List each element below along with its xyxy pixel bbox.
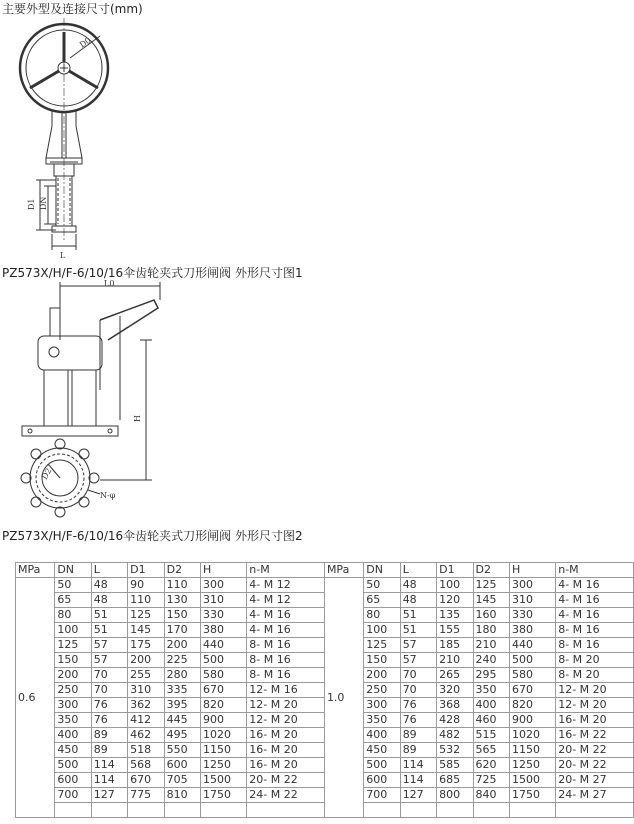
table-cell: 100 xyxy=(364,623,400,638)
table-cell: 310 xyxy=(201,593,247,608)
table-cell: 440 xyxy=(201,638,247,653)
table-cell: 51 xyxy=(400,623,436,638)
table-cell: 145 xyxy=(473,593,509,608)
table-cell: 8- M 16 xyxy=(247,668,325,683)
table-cell: 300 xyxy=(509,578,555,593)
table-cell: 700 xyxy=(55,788,91,803)
table-cell: 900 xyxy=(201,713,247,728)
table-cell: 89 xyxy=(91,728,127,743)
table-cell: 12- M 20 xyxy=(247,698,325,713)
table-cell: 440 xyxy=(509,638,555,653)
column-header: D2 xyxy=(473,563,509,578)
label-n-phi: N-φ xyxy=(100,491,116,500)
table-cell: 89 xyxy=(400,743,436,758)
label-l0: L0 xyxy=(104,280,115,288)
table-cell: 89 xyxy=(400,728,436,743)
table-cell: 50 xyxy=(55,578,91,593)
column-header: D1 xyxy=(128,563,164,578)
label-dn: DN xyxy=(39,196,48,210)
column-header: MPa xyxy=(16,563,55,578)
table-cell: 330 xyxy=(201,608,247,623)
table-cell: 150 xyxy=(364,653,400,668)
table-cell: 380 xyxy=(201,623,247,638)
table-cell: 4- M 12 xyxy=(247,593,325,608)
table-cell: 16- M 20 xyxy=(247,743,325,758)
table-cell: 900 xyxy=(509,713,555,728)
table-cell: 500 xyxy=(509,653,555,668)
table-cell: 100 xyxy=(55,623,91,638)
table-cell: 518 xyxy=(128,743,164,758)
table-cell: 12- M 20 xyxy=(556,698,634,713)
table-cell: 350 xyxy=(473,683,509,698)
table-cell: 368 xyxy=(437,698,473,713)
table-cell: 585 xyxy=(437,758,473,773)
table-cell: 130 xyxy=(164,593,200,608)
column-header: H xyxy=(509,563,555,578)
table-cell: 120 xyxy=(437,593,473,608)
table-cell: 4- M 16 xyxy=(556,593,634,608)
table-cell: 482 xyxy=(437,728,473,743)
table-cell: 24- M 22 xyxy=(247,788,325,803)
table-cell: 1500 xyxy=(509,773,555,788)
label-d2: D2 xyxy=(39,466,54,481)
table-cell: 8- M 16 xyxy=(247,653,325,668)
table-cell: 200 xyxy=(55,668,91,683)
table-cell: 330 xyxy=(509,608,555,623)
table-cell: 250 xyxy=(55,683,91,698)
table-cell: 114 xyxy=(91,758,127,773)
table-cell: 185 xyxy=(437,638,473,653)
table-cell: 300 xyxy=(364,698,400,713)
table-cell: 310 xyxy=(128,683,164,698)
column-header: MPa xyxy=(324,563,363,578)
table-cell xyxy=(164,803,200,818)
table-cell: 1250 xyxy=(509,758,555,773)
table-cell: 460 xyxy=(473,713,509,728)
table-cell: 670 xyxy=(201,683,247,698)
table-cell: 380 xyxy=(509,623,555,638)
table-cell: 70 xyxy=(400,668,436,683)
table-cell: 8- M 16 xyxy=(556,623,634,638)
table-cell: 600 xyxy=(364,773,400,788)
table-cell: 48 xyxy=(91,578,127,593)
table-cell: 76 xyxy=(91,698,127,713)
table-cell: 70 xyxy=(91,683,127,698)
table-cell: 1020 xyxy=(509,728,555,743)
column-header: DN xyxy=(55,563,91,578)
table-cell xyxy=(128,803,164,818)
table-cell: 20- M 22 xyxy=(247,773,325,788)
table-cell: 57 xyxy=(91,638,127,653)
table-cell: 1750 xyxy=(201,788,247,803)
table-cell: 80 xyxy=(364,608,400,623)
table-cell: 450 xyxy=(364,743,400,758)
table-cell: 4- M 16 xyxy=(556,608,634,623)
column-header: n-M xyxy=(247,563,325,578)
table-cell: 670 xyxy=(509,683,555,698)
table-cell: 200 xyxy=(164,638,200,653)
table-cell: 51 xyxy=(400,608,436,623)
table-cell: 568 xyxy=(128,758,164,773)
table-cell: 532 xyxy=(437,743,473,758)
table-cell: 127 xyxy=(400,788,436,803)
table-cell: 114 xyxy=(400,758,436,773)
table-cell: 57 xyxy=(91,653,127,668)
table-cell: 600 xyxy=(164,758,200,773)
table-cell: 16- M 20 xyxy=(556,713,634,728)
table-cell: 1750 xyxy=(509,788,555,803)
table-cell: 76 xyxy=(400,713,436,728)
table-cell: 8- M 16 xyxy=(247,638,325,653)
table-cell: 12- M 20 xyxy=(247,713,325,728)
table-cell: 114 xyxy=(400,773,436,788)
table-cell: 280 xyxy=(164,668,200,683)
table-cell: 450 xyxy=(55,743,91,758)
table-cell xyxy=(201,803,247,818)
table-cell: 51 xyxy=(91,623,127,638)
table-cell: 670 xyxy=(128,773,164,788)
table-cell: 445 xyxy=(164,713,200,728)
table-cell: 362 xyxy=(128,698,164,713)
table-cell: 48 xyxy=(91,593,127,608)
table-cell: 210 xyxy=(437,653,473,668)
table-cell: 600 xyxy=(55,773,91,788)
table-cell: 500 xyxy=(364,758,400,773)
table-cell xyxy=(364,803,400,818)
table-cell: 51 xyxy=(91,608,127,623)
label-d1: D1 xyxy=(27,198,36,210)
table-cell: 70 xyxy=(91,668,127,683)
table-cell: 20- M 27 xyxy=(556,773,634,788)
table-cell: 12- M 20 xyxy=(556,683,634,698)
table-cell: 400 xyxy=(364,728,400,743)
table-cell: 4- M 16 xyxy=(247,608,325,623)
table-cell: 127 xyxy=(91,788,127,803)
page-title: 主要外型及连接尺寸(mm) xyxy=(2,2,143,16)
pressure-cell: 1.0 xyxy=(324,578,363,818)
table-cell xyxy=(437,803,473,818)
table-cell: 550 xyxy=(164,743,200,758)
table-cell: 125 xyxy=(364,638,400,653)
table-cell: 620 xyxy=(473,758,509,773)
table-cell: 20- M 22 xyxy=(556,758,634,773)
table-cell: 12- M 16 xyxy=(247,683,325,698)
table-cell: 48 xyxy=(400,593,436,608)
table-cell: 500 xyxy=(201,653,247,668)
table-cell: 820 xyxy=(201,698,247,713)
table-cell: 125 xyxy=(473,578,509,593)
table-cell: 200 xyxy=(128,653,164,668)
valve-drawing-1 xyxy=(0,18,160,263)
table-cell: 300 xyxy=(201,578,247,593)
table-cell: 8- M 20 xyxy=(556,653,634,668)
table-cell: 412 xyxy=(128,713,164,728)
table-cell: 580 xyxy=(201,668,247,683)
table-cell xyxy=(247,803,325,818)
table-cell: 4- M 16 xyxy=(247,623,325,638)
table-cell: 135 xyxy=(437,608,473,623)
table-cell: 462 xyxy=(128,728,164,743)
table-cell: 495 xyxy=(164,728,200,743)
table-cell: 515 xyxy=(473,728,509,743)
pressure-cell: 0.6 xyxy=(16,578,55,818)
table-cell: 335 xyxy=(164,683,200,698)
table-cell: 4- M 16 xyxy=(556,578,634,593)
table-cell: 1020 xyxy=(201,728,247,743)
column-header: H xyxy=(201,563,247,578)
table-cell: 8- M 16 xyxy=(556,638,634,653)
table-cell: 65 xyxy=(55,593,91,608)
table-cell: 295 xyxy=(473,668,509,683)
table-cell: 110 xyxy=(128,593,164,608)
table-cell: 700 xyxy=(364,788,400,803)
table-cell: 150 xyxy=(55,653,91,668)
table-cell: 500 xyxy=(55,758,91,773)
table-cell: 125 xyxy=(128,608,164,623)
table-cell: 4- M 12 xyxy=(247,578,325,593)
column-header: DN xyxy=(364,563,400,578)
table-cell: 155 xyxy=(437,623,473,638)
table-cell: 310 xyxy=(509,593,555,608)
table-cell: 565 xyxy=(473,743,509,758)
table-cell: 255 xyxy=(128,668,164,683)
table-cell: 65 xyxy=(364,593,400,608)
table-cell: 685 xyxy=(437,773,473,788)
table-cell xyxy=(91,803,127,818)
table-cell: 350 xyxy=(364,713,400,728)
table-cell: 170 xyxy=(164,623,200,638)
table-cell: 225 xyxy=(164,653,200,668)
table-cell: 57 xyxy=(400,653,436,668)
table-cell xyxy=(400,803,436,818)
dimension-table xyxy=(15,562,634,818)
table-cell: 150 xyxy=(164,608,200,623)
table-cell: 110 xyxy=(164,578,200,593)
table-cell: 705 xyxy=(164,773,200,788)
table-cell: 70 xyxy=(400,683,436,698)
table-cell: 210 xyxy=(473,638,509,653)
column-header: L xyxy=(91,563,127,578)
valve-drawing-2 xyxy=(0,280,200,520)
table-cell: 114 xyxy=(91,773,127,788)
figure2-caption: PZ573X/H/F-6/10/16伞齿轮夹式刀形闸阀 外形尺寸图2 xyxy=(2,529,303,543)
column-header: D1 xyxy=(437,563,473,578)
table-cell: 775 xyxy=(128,788,164,803)
table-cell: 395 xyxy=(164,698,200,713)
table-cell: 265 xyxy=(437,668,473,683)
table-cell: 48 xyxy=(400,578,436,593)
table-cell: 76 xyxy=(400,698,436,713)
table-cell: 20- M 22 xyxy=(556,743,634,758)
column-header: D2 xyxy=(164,563,200,578)
table-row xyxy=(16,578,634,593)
column-header: L xyxy=(400,563,436,578)
table-cell: 320 xyxy=(437,683,473,698)
table-cell: 350 xyxy=(55,713,91,728)
table-cell: 175 xyxy=(128,638,164,653)
table-cell: 100 xyxy=(437,578,473,593)
table-cell: 800 xyxy=(437,788,473,803)
table-cell: 250 xyxy=(364,683,400,698)
table-cell: 50 xyxy=(364,578,400,593)
table-cell: 90 xyxy=(128,578,164,593)
table-cell: 580 xyxy=(509,668,555,683)
table-cell: 24- M 27 xyxy=(556,788,634,803)
table-cell xyxy=(509,803,555,818)
table-cell: 160 xyxy=(473,608,509,623)
label-l: L xyxy=(60,251,66,260)
table-cell: 80 xyxy=(55,608,91,623)
table-cell: 820 xyxy=(509,698,555,713)
table-cell xyxy=(556,803,634,818)
table-cell: 125 xyxy=(55,638,91,653)
table-cell: 400 xyxy=(55,728,91,743)
table-cell: 428 xyxy=(437,713,473,728)
table-cell: 840 xyxy=(473,788,509,803)
table-cell: 16- M 22 xyxy=(556,728,634,743)
table-cell: 300 xyxy=(55,698,91,713)
table-cell: 400 xyxy=(473,698,509,713)
table-cell: 725 xyxy=(473,773,509,788)
table-cell: 8- M 20 xyxy=(556,668,634,683)
table-cell: 1250 xyxy=(201,758,247,773)
label-h: H xyxy=(133,415,142,422)
table-cell: 89 xyxy=(91,743,127,758)
label-d0: D0 xyxy=(77,35,93,50)
table-cell: 810 xyxy=(164,788,200,803)
column-header: n-M xyxy=(556,563,634,578)
table-cell: 240 xyxy=(473,653,509,668)
table-cell: 16- M 20 xyxy=(247,758,325,773)
table-cell xyxy=(55,803,91,818)
table-header-row xyxy=(16,563,634,578)
table-cell: 57 xyxy=(400,638,436,653)
table-cell xyxy=(473,803,509,818)
table-cell: 16- M 20 xyxy=(247,728,325,743)
table-cell: 76 xyxy=(91,713,127,728)
table-cell: 1150 xyxy=(509,743,555,758)
table-cell: 1150 xyxy=(201,743,247,758)
figure1-caption: PZ573X/H/F-6/10/16伞齿轮夹式刀形闸阀 外形尺寸图1 xyxy=(2,266,303,280)
table-cell: 145 xyxy=(128,623,164,638)
table-cell: 1500 xyxy=(201,773,247,788)
table-cell: 180 xyxy=(473,623,509,638)
table-cell: 200 xyxy=(364,668,400,683)
